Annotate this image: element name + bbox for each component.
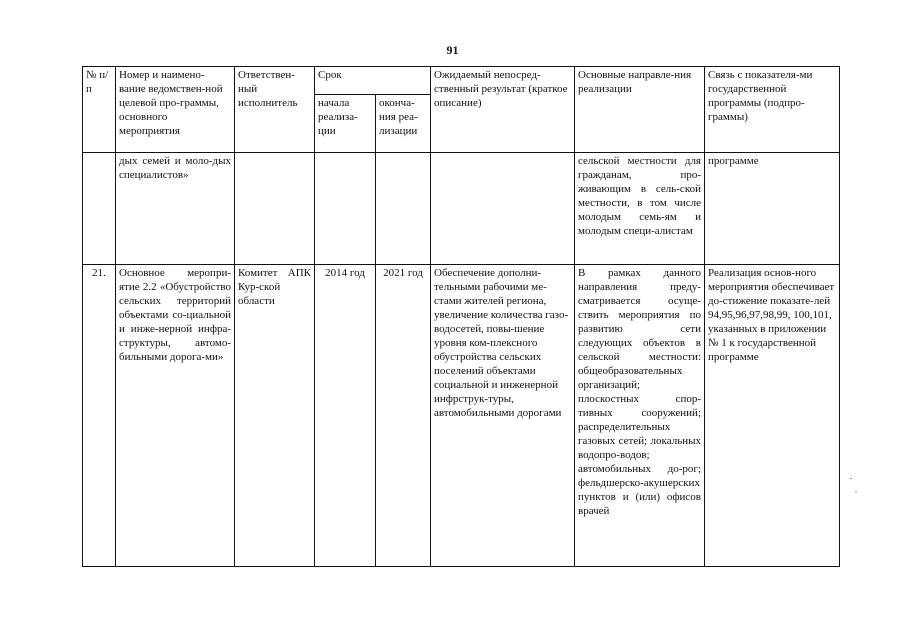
row-start: [315, 153, 376, 265]
row-name: Основное меропри-ятие 2.2 «Обустройство сельских территорий объектами со-циальной и инже-нерной инфра-структуры, автомо-бильными дорога-ми»: [116, 265, 235, 567]
header-name: Номер и наимено-вание ведомствен-ной целевой про-граммы, основного мероприятия: [116, 67, 235, 153]
header-num: № п/п: [83, 67, 116, 153]
row-executor: [235, 153, 315, 265]
row-start: 2014 год: [315, 265, 376, 567]
row-num: 21.: [83, 265, 116, 567]
row-result: Обеспечение дополни-тельными рабочими ме-стами жителей региона, увеличение количества газо-водосетей, повы-шение уровня ком-плексного обустройства сельских поселений объектами социальной и инженерной инфрструк-туры, автомобильными дорогами: [431, 265, 575, 567]
row-link: программе: [705, 153, 840, 265]
header-end: оконча-ния реа-лизации: [376, 95, 431, 153]
table-row: [83, 153, 840, 265]
row-name: дых семей и моло-дых специалистов»: [116, 153, 235, 265]
row-directions: В рамках данного направления преду-сматривается осуще-ствить мероприятия по развитию сети следующих объектов в сельской местности: общеобразовательных организаций; плоскостных спор-тивных сооружений; распределительных газовых сетей; локальных водопро-водов; автомобильных до-рог; фельдшерско-акушерских пунктов и (или) офисов врачей: [575, 265, 705, 567]
program-table: [82, 66, 840, 567]
row-end: [376, 153, 431, 265]
row-end: 2021 год: [376, 265, 431, 567]
row-executor: Комитет АПК Кур-ской области: [235, 265, 315, 567]
header-executor: Ответствен-ный исполнитель: [235, 67, 315, 153]
page-number: 91: [446, 43, 459, 57]
header-start: начала реализа-ции: [315, 95, 376, 153]
row-link: Реализация основ-ного мероприятия обеспечивает до-стижение показате-лей 94,95,96,97,98,99, 100,101, указанных в приложении № 1 к государственной программе: [705, 265, 840, 567]
header-directions: Основные направле-ния реализации: [575, 67, 705, 153]
table-row: [83, 265, 840, 567]
row-directions: сельской местности для гражданам, про-живающим в сель-ской местности, в том числе молодым семь-ям и молодым специ-алистам: [575, 153, 705, 265]
scan-speck: [850, 478, 852, 479]
header-link: Связь с показателя-ми государственной программы (подпро-граммы): [705, 67, 840, 153]
scan-speck: [855, 491, 857, 492]
row-result: [431, 153, 575, 265]
header-term: Срок: [315, 67, 431, 95]
row-num: [83, 153, 116, 265]
header-result: Ожидаемый непосред-ственный результат (краткое описание): [431, 67, 575, 153]
